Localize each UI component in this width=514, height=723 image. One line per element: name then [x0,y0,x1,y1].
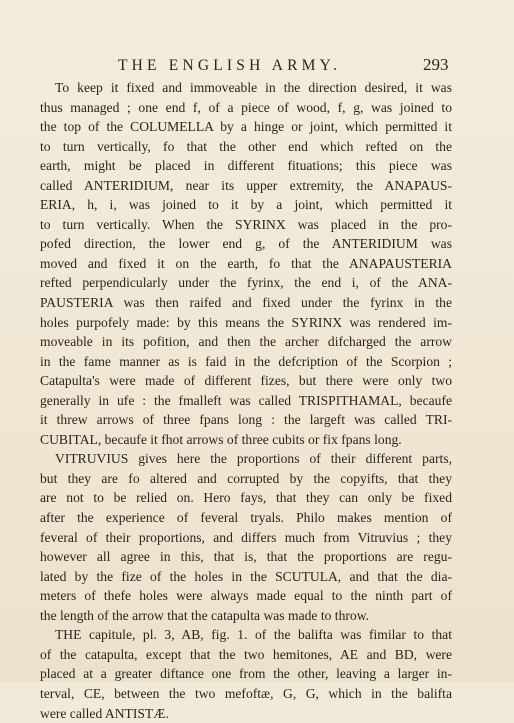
page-number: 293 [423,55,449,75]
text-line: the top of the COLUMELLA by a hinge or joint, which permitted it [40,117,452,137]
text-line: moveable in its pofition, and then the archer difcharged the arrow [40,332,452,352]
text-line: to turn vertically. When the SYRINX was placed in the pro- [40,215,452,235]
text-line: were called ANTISTÆ. [40,704,452,723]
text-line: of the catapulta, except that the two hemitones, AE and BD, were [40,645,452,665]
text-line: ERIA, h, i, was joined to it by a joint, which permitted it [40,195,452,215]
text-line: PAUSTERIA was then raifed and fixed under the fyrinx in the [40,293,452,313]
text-line: after the experience of feveral tryals. Philo makes mention of [40,508,452,528]
text-line: thus managed ; one end f, of a piece of wood, f, g, was joined to [40,98,452,118]
text-line: THE capitule, pl. 3, AB, fig. 1. of the balifta was fimilar to that [40,625,452,645]
text-line: CUBITAL, becaufe it fhot arrows of three cubits or fix fpans long. [40,430,452,450]
page-header [0,52,514,78]
text-line: but they are fo altered and corrupted by the copyifts, that they [40,469,452,489]
text-line: lated by the fize of the holes in the SCUTULA, and that the dia- [40,567,452,587]
text-line: to turn vertically, fo that the other end which refted on the [40,137,452,157]
text-line: called ANTERIDIUM, near its upper extremity, the ANAPAUS- [40,176,452,196]
body-text [40,78,452,723]
text-line: earth, might be placed in different fituations; this piece was [40,156,452,176]
text-line: placed at a greater diftance one from the other, leaving a larger in- [40,664,452,684]
text-line: in the fame manner as is faid in the defcription of the Scorpion ; [40,352,452,372]
text-line: are not to be relied on. Hero fays, that they can only be fixed [40,488,452,508]
text-line: VITRUVIUS gives here the proportions of their different parts, [40,449,452,469]
text-line: feveral of their proportions, and differs much from Vitruvius ; they [40,528,452,548]
text-line: it threw arrows of three fpans long : the largeft was called TRI- [40,410,452,430]
text-line: holes purpofely made: by this means the SYRINX was rendered im- [40,313,452,333]
text-line: generally in ufe : the fmalleft was called TRISPITHAMAL, becaufe [40,391,452,411]
text-line: Catapulta's were made of different fizes, but there were only two [40,371,452,391]
text-line: pofed direction, the lower end g, of the ANTERIDIUM was [40,234,452,254]
text-line: To keep it fixed and immoveable in the direction desired, it was [40,78,452,98]
text-line: terval, CE, between the two mefoftæ, G, G, which in the balifta [40,684,452,704]
text-line: the length of the arrow that the catapulta was made to throw. [40,606,452,626]
text-line: moved and fixed it on the earth, fo that the ANAPAUSTERIA [40,254,452,274]
running-head: THE ENGLISH ARMY. [118,57,341,75]
text-line: refted perpendicularly under the fyrinx, the end i, of the ANA- [40,273,452,293]
text-line: meters of thefe holes were always made equal to the ninth part of [40,586,452,606]
text-line: however all agree in this, that is, that the proportions are regu- [40,547,452,567]
